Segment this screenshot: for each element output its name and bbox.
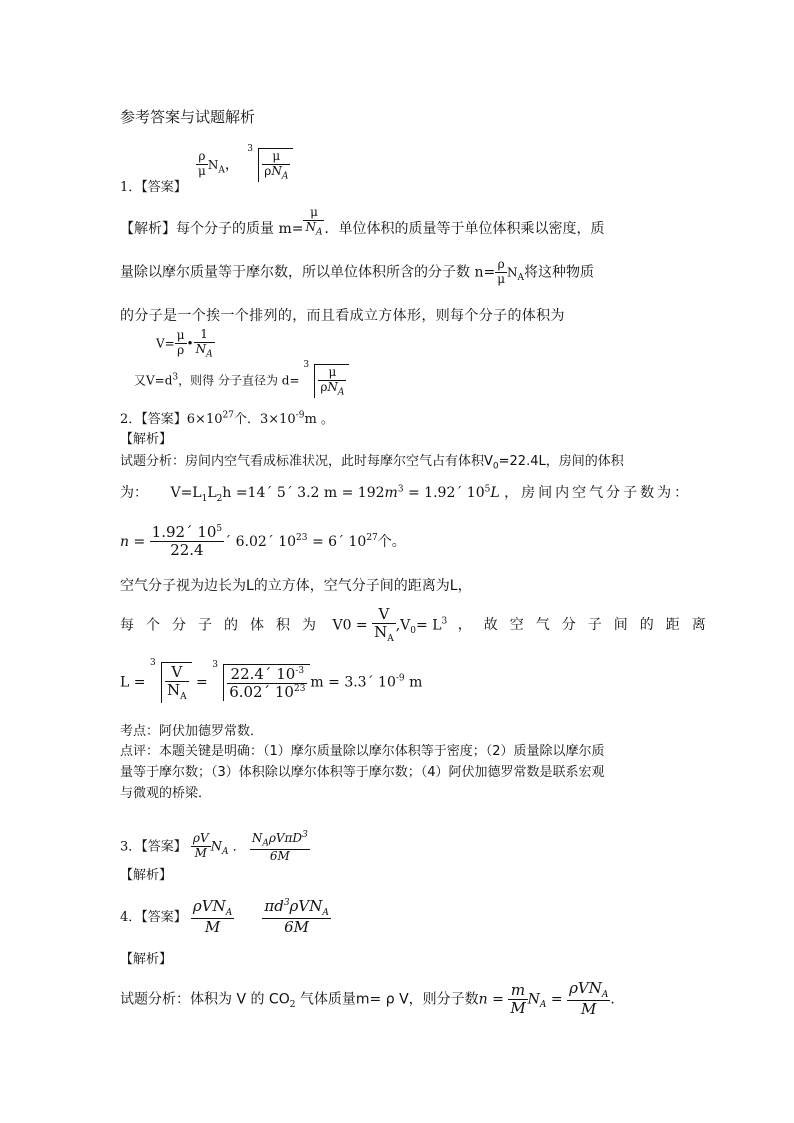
q3-analysis-label: 【解析】	[120, 868, 173, 883]
q2-analysis-line2: 为： $V=L_1L_2h$ =14´ 5´ 3.2 $m = 192m^3$ = 1.92´ $10^5L$ ，房间内空气分子数为：	[120, 484, 692, 504]
q3-answer: 3．【答案】 $\frac{\rho V}{M}$ $N_A$ ． $\frac{N_A\rho V\pi D^3}{6M}$	[120, 830, 308, 863]
q2-analysis-line1: 试题分析：房间内空气看成标准状况，此时每摩尔空气占有体积$V_0=22.4L$，房间的体积	[120, 454, 624, 472]
q2-dianping-line3: 与微观的桥梁．	[120, 786, 212, 801]
q1-analysis-line3: 的分子是一个挨一个排列的，而且看成立方体形，则每个分子的体积为	[120, 308, 565, 324]
page-title: 参考答案与试题解析	[120, 108, 256, 126]
q2-dianping-line2: 量等于摩尔数；（3）体积除以摩尔体积等于摩尔数；（4）阿伏加德罗常数是联系宏观	[120, 765, 605, 780]
q2-analysis-line5: 每个分子的体积为 V0 = $\frac{V}{N_A}$ $,V_0= L^3$ ，故空气分子间的距离	[120, 605, 718, 645]
q2-analysis-label: 【解析】	[120, 432, 173, 447]
q4-answer: 4．【答案】 $\frac{\rho VN_A}{M}$ $\frac{\pi d^3\rho VN_A}{6M}$	[120, 897, 329, 937]
q1-answer-formula: $\frac{\rho}{\mu}$ $N_A$， 3 $\frac{\mu}{\rho N_A}$	[196, 148, 293, 182]
q2-distance-formula: L = 3 $\frac{V}{N_A}$ = 3 $\frac{22.4´ 10^{-3}}{6.02´ 10^{23}}$ m = 3.3´ $10^{-9}$ m	[120, 658, 423, 703]
q1-analysis-line2: 量除以摩尔质量等于摩尔数，所以单位体积所含的分子数 n= $\frac{\rho}{\mu}$ $N_A$将这种物质	[120, 257, 595, 286]
q1-diameter-line: 又$V=d^3$，则得 分子直径为 d= 3 $\frac{\mu}{\rho N_A}$	[134, 364, 349, 398]
q2-dianping-line1: 点评：本题关键是明确：（1）摩尔质量除以摩尔体积等于密度；（2）质量除以摩尔质	[120, 744, 605, 759]
q1-analysis-line1: 【解析】每个分子的质量 m= $\frac{\mu}{N_A}$ ．单位体积的质量等于单位体积乘以密度，质	[120, 205, 605, 238]
q1-volume-formula: V= $\frac{\mu}{\rho}$ • $\frac{1}{N_A}$	[156, 327, 213, 360]
q4-analysis-line: 试题分析：体积为 V 的 $CO_2$ 气体质量m= ρ V，则分子数n = $\frac{m}{M}$ $N_A$ = $\frac{\rho VN_A}{M}$ ．	[120, 979, 625, 1019]
q4-analysis-label: 【解析】	[120, 952, 173, 967]
q2-molecule-count: n = $\frac{1.92´ 10^5}{22.4}$ ´ 6.02´ $10^{23}$ = 6´ $10^{27}$个。	[120, 523, 406, 560]
q2-analysis-line4: 空气分子视为边长为L的立方体，空气分子间的距离为L，	[120, 578, 472, 594]
q1-answer-label: 1．【答案】	[120, 180, 187, 195]
q2-kaodian: 考点：阿伏加德罗常数．	[120, 724, 264, 739]
q2-answer: 2．【答案】$6\times 10^{27}$个．$3\times 10^{-9}m$ 。	[120, 410, 334, 427]
